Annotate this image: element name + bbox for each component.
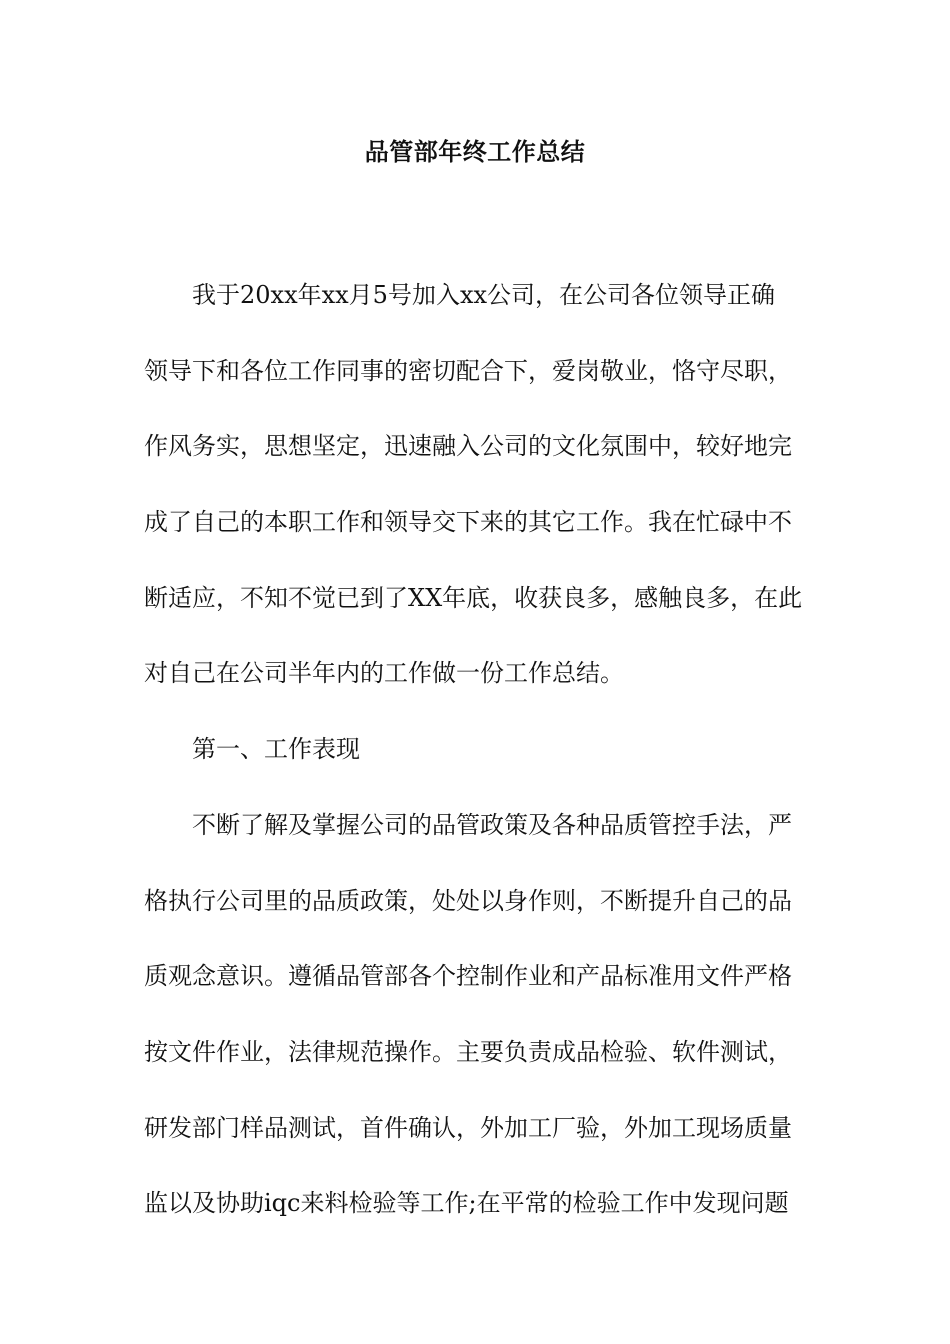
paragraph-line: 对自己在公司半年内的工作做一份工作总结。 [144,659,624,688]
paragraph-line: 格执行公司里的品质政策，处处以身作则，不断提升自己的品 [144,886,792,915]
paragraph-line: 研发部门样品测试，首件确认，外加工厂验，外加工现场质量 [144,1113,792,1142]
document-title: 品管部年终工作总结 [364,137,586,166]
paragraph-line: 作风务实，思想坚定，迅速融入公司的文化氛围中，较好地完 [144,432,792,461]
document-body [144,258,809,1242]
paragraph-line: 监以及协助iqc来料检验等工作;在平常的检验工作中发现问题 [144,1189,789,1218]
paragraph-line: 我于20xx年xx月5号加入xx公司，在公司各位领导正确 [192,281,776,309]
paragraph-line: 成了自己的本职工作和领导交下来的其它工作。我在忙碌中不 [144,508,792,537]
section-heading: 第一、工作表现 [192,735,360,764]
paragraph-line: 领导下和各位工作同事的密切配合下，爱岗敬业，恪守尽职， [144,356,792,385]
paragraph-line: 按文件作业，法律规范操作。主要负责成品检验、软件测试， [144,1037,792,1066]
paragraph-line: 断适应，不知不觉已到了XX年底，收获良多，感触良多，在此 [144,583,803,612]
paragraph-line: 质观念意识。遵循品管部各个控制作业和产品标准用文件严格 [144,962,792,991]
paragraph-line: 不断了解及掌握公司的品管政策及各种品质管控手法，严 [192,810,792,839]
